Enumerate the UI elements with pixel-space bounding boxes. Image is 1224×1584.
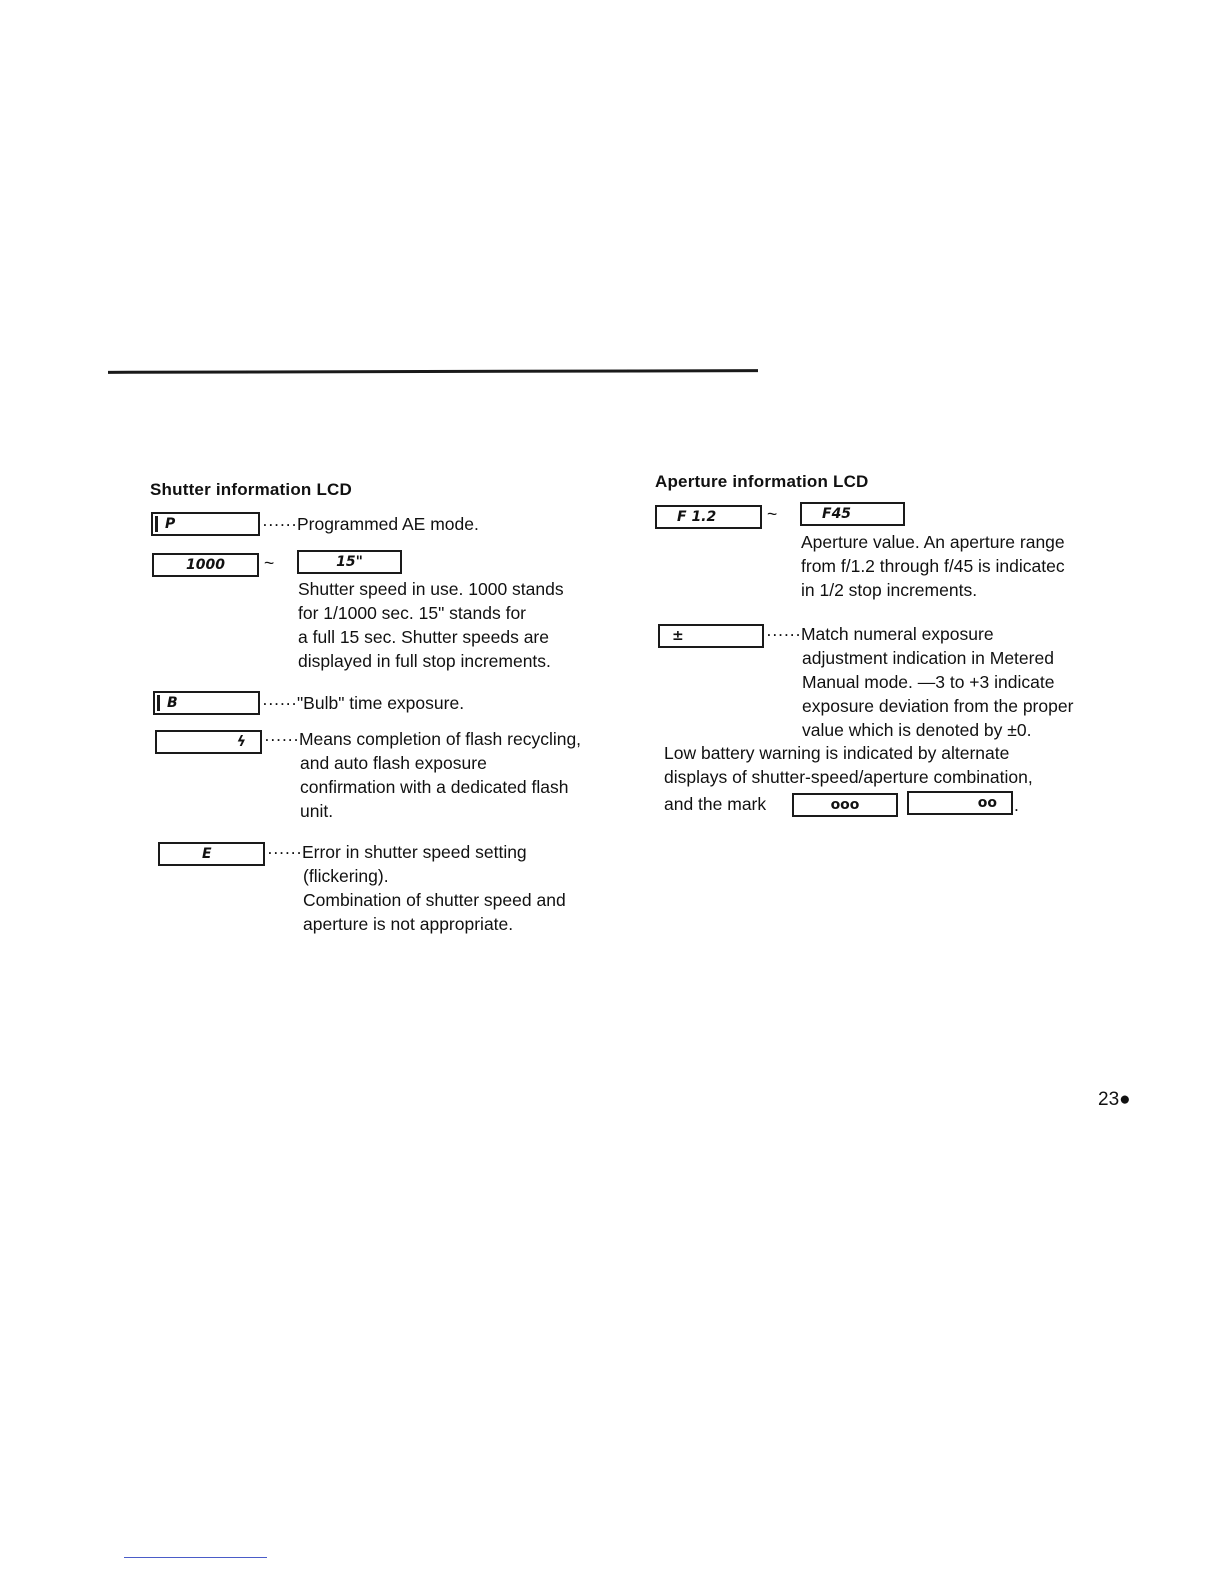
lcd-flash: ϟ xyxy=(155,730,262,754)
lcd-plus-minus: ± xyxy=(658,624,764,648)
lcd-programmed: P xyxy=(151,512,260,536)
match-numeral-desc: ······Match numeral exposure adjustment indication in Metered Manual mode. —3 to +3 indicate exposure deviation from the proper value which is denoted by ±0. xyxy=(766,624,1074,740)
lcd-error: E xyxy=(158,842,265,866)
lcd-battery-b: oo xyxy=(907,791,1013,815)
low-battery-desc: Low battery warning is indicated by alternate displays of shutter-speed/aperture combination, xyxy=(664,743,1033,787)
aperture-heading: Aperture information LCD xyxy=(655,472,869,491)
top-divider-rule xyxy=(108,369,758,374)
shutter-speed-desc: Shutter speed in use. 1000 stands for 1/1000 sec. 15" stands for a full 15 sec. Shutter speeds are displayed in full stop increments. xyxy=(298,579,564,671)
page-number: 23● xyxy=(1098,1089,1131,1110)
shutter-heading: Shutter information LCD xyxy=(150,480,352,499)
lcd-15-sec: 15" xyxy=(297,550,402,574)
bottom-blue-line xyxy=(124,1557,267,1558)
lcd-1000: 1000 xyxy=(152,553,259,577)
programmed-desc: ······Programmed AE mode. xyxy=(262,514,479,534)
lcd-f1-2: F 1.2 xyxy=(655,505,762,529)
range-tilde: ~ xyxy=(264,553,275,573)
battery-mark-line: and the mark xyxy=(664,794,767,814)
aperture-tilde: ~ xyxy=(767,504,778,524)
lcd-battery-a: ooo xyxy=(792,793,898,817)
lcd-bulb: B xyxy=(153,691,260,715)
aperture-value-desc: Aperture value. An aperture range from f/1.2 through f/45 is indicatec in 1/2 stop increments. xyxy=(801,532,1065,600)
battery-mark-period: . xyxy=(1014,795,1019,815)
error-desc: ······Error in shutter speed setting (flickering). Combination of shutter speed and aperture is not appropriate. xyxy=(267,842,566,934)
lcd-f45: F45 xyxy=(800,502,905,526)
flash-desc: ······Means completion of flash recycling, and auto flash exposure confirmation with a dedicated flash unit. xyxy=(264,729,582,821)
bulb-desc: ······"Bulb" time exposure. xyxy=(262,693,465,713)
